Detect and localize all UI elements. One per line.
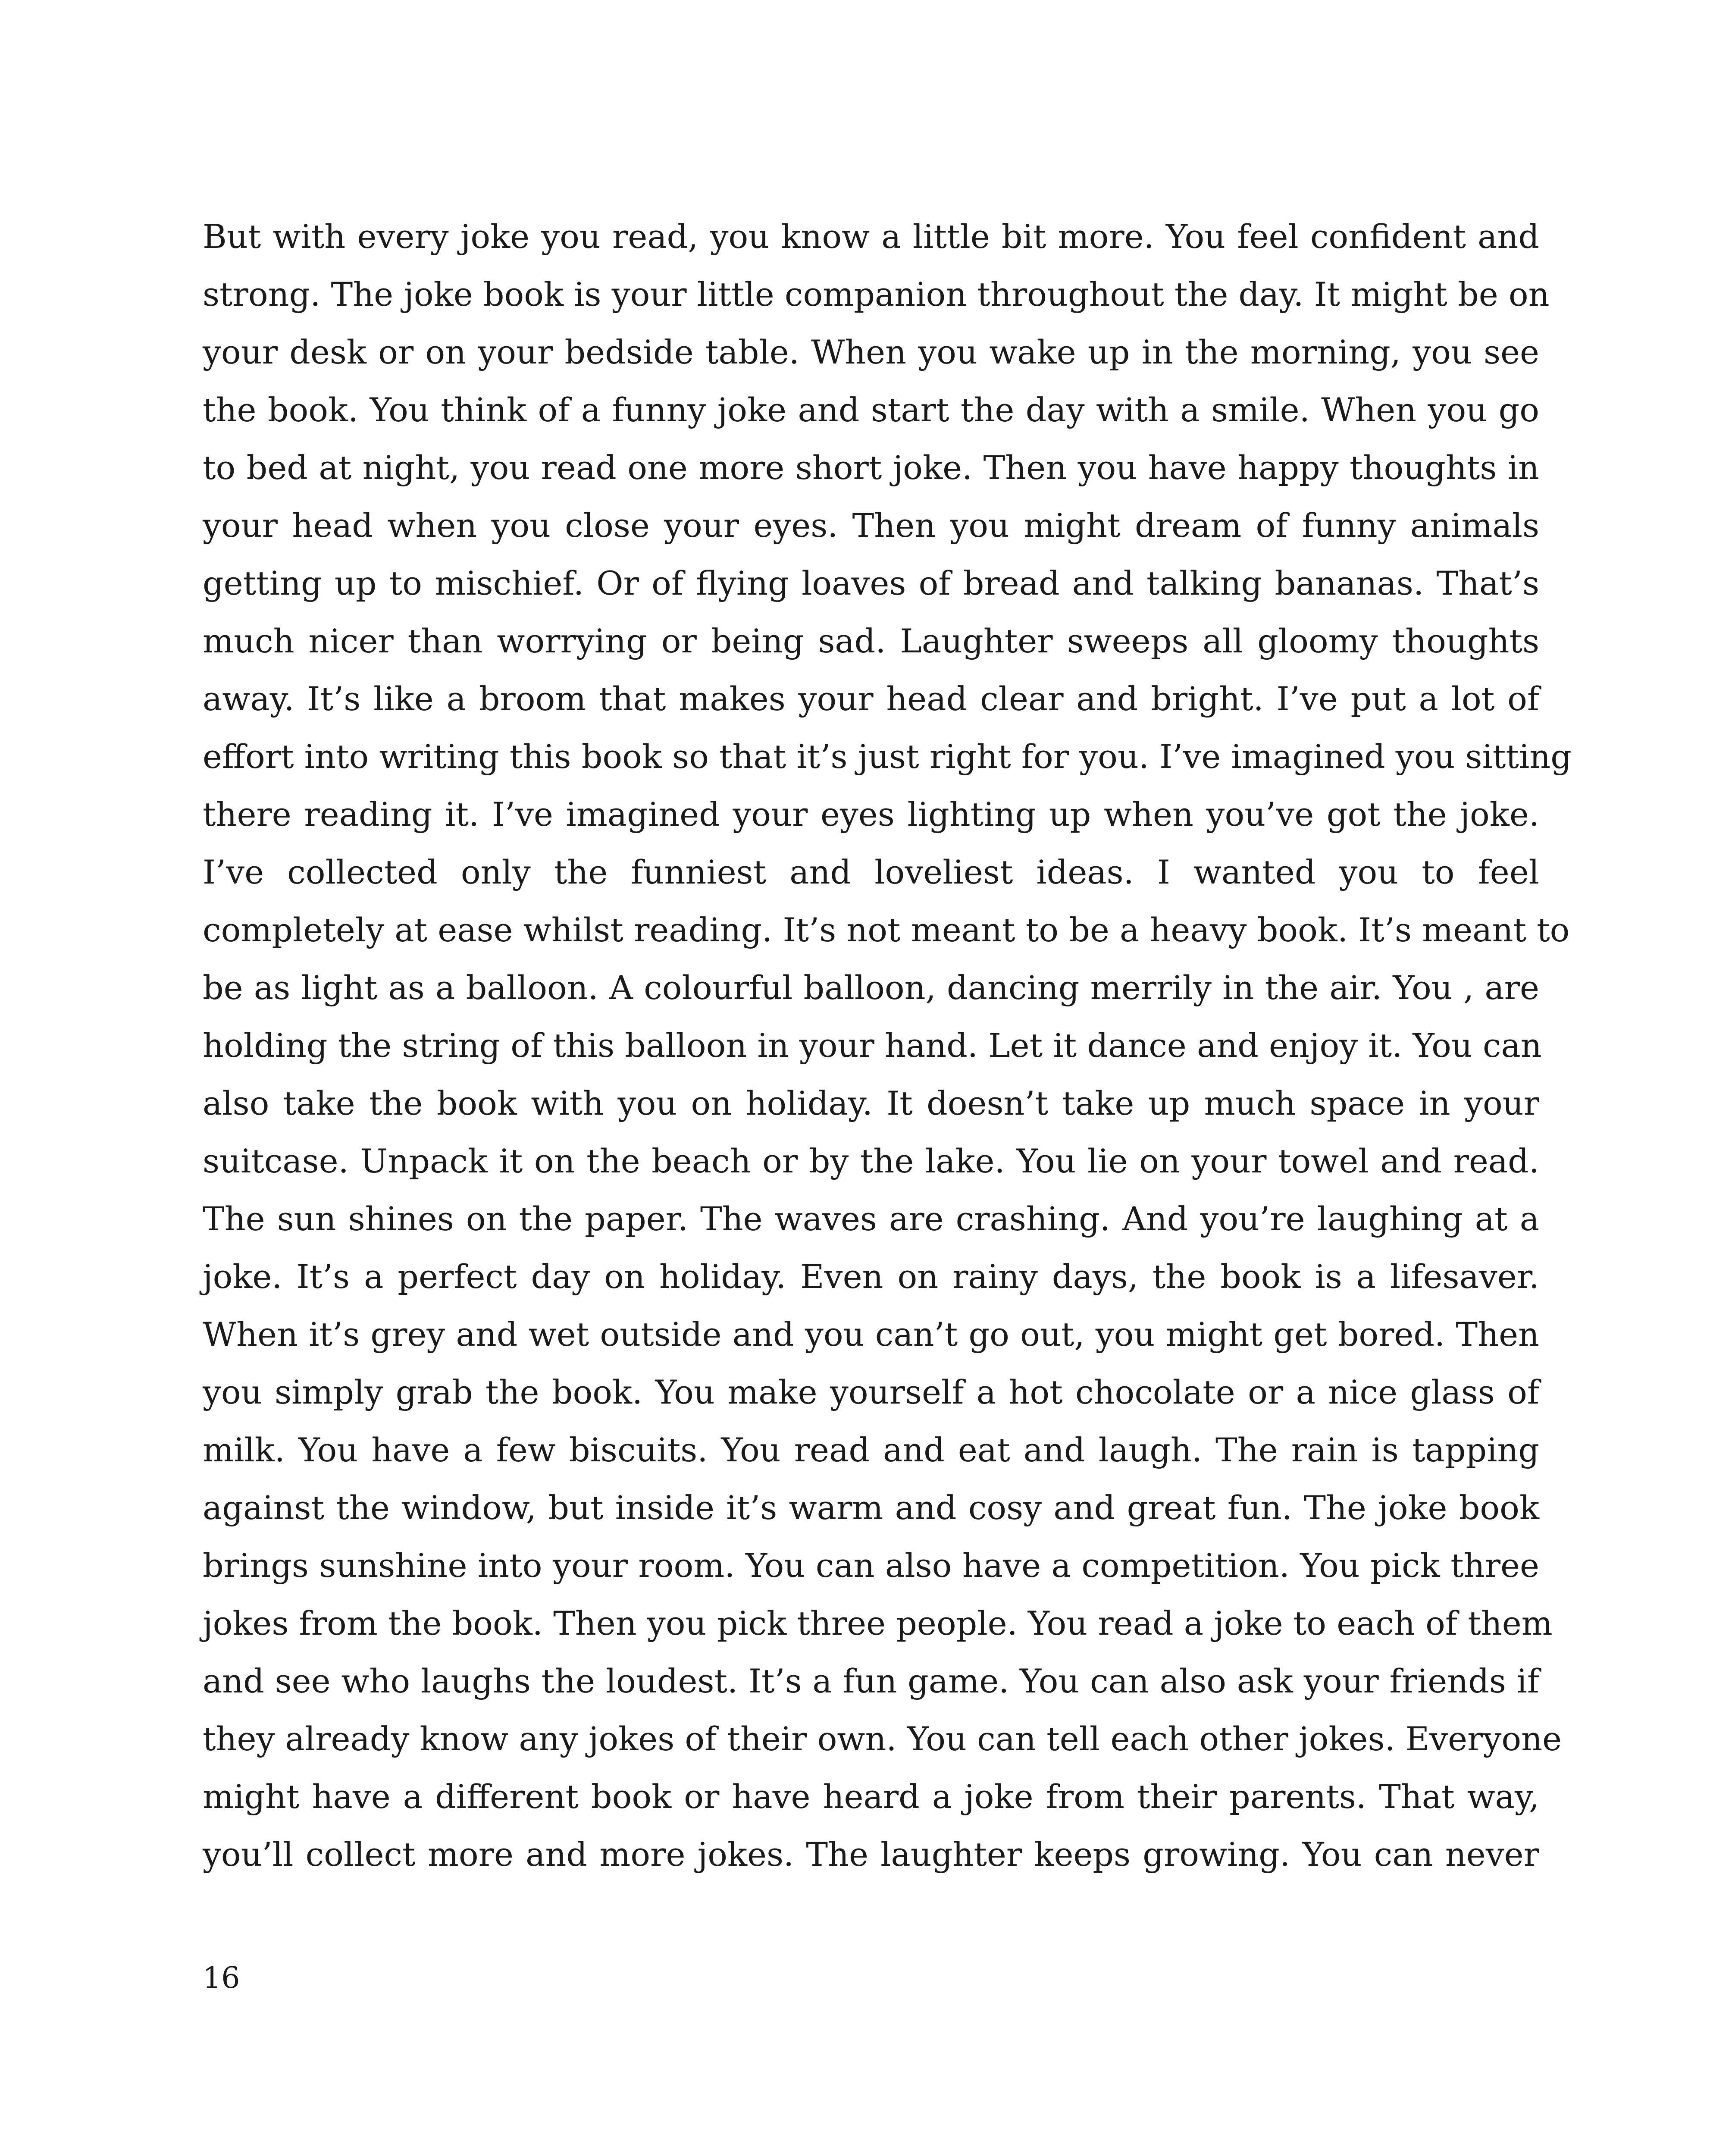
text-line: suitcase. Unpack it on the beach or by the lake. You lie on your towel and read. bbox=[203, 1142, 1539, 1180]
text-line: also take the book with you on holiday. It doesn’t take up much space in your bbox=[203, 1084, 1539, 1122]
text-line: be as light as a balloon. A colourful balloon, dancing merrily in the air. You , are bbox=[203, 968, 1539, 1007]
text-line: much nicer than worrying or being sad. Laughter sweeps all gloomy thoughts bbox=[203, 622, 1539, 660]
text-line: to bed at night, you read one more short joke. Then you have happy thoughts in bbox=[203, 448, 1539, 487]
text-line: you’ll collect more and more jokes. The laughter keeps growing. You can never bbox=[203, 1835, 1539, 1874]
text-line: the book. You think of a funny joke and start the day with a smile. When you go bbox=[203, 391, 1539, 429]
text-line: your head when you close your eyes. Then you might dream of funny animals bbox=[203, 506, 1539, 545]
text-line: there reading it. I’ve imagined your eyes lighting up when you’ve got the joke. bbox=[203, 795, 1539, 834]
text-line: When it’s grey and wet outside and you can’t go out, you might get bored. Then bbox=[203, 1315, 1539, 1354]
text-line: against the window, but inside it’s warm and cosy and great fun. The joke book bbox=[203, 1489, 1539, 1527]
text-line: I’ve collected only the funniest and loveliest ideas. I wanted you to feel bbox=[203, 853, 1539, 891]
text-line: effort into writing this book so that it’s just right for you. I’ve imagined you sitting bbox=[203, 737, 1572, 776]
text-line: your desk or on your bedside table. When you wake up in the morning, you see bbox=[203, 333, 1539, 371]
text-line: holding the string of this balloon in your hand. Let it dance and enjoy it. You can bbox=[203, 1026, 1542, 1065]
text-line: you simply grab the book. You make yourself a hot chocolate or a nice glass of bbox=[203, 1373, 1539, 1411]
text-line: away. It’s like a broom that makes your head clear and bright. I’ve put a lot of bbox=[203, 680, 1539, 718]
text-line: The sun shines on the paper. The waves are crashing. And you’re laughing at a bbox=[203, 1200, 1539, 1238]
text-line: completely at ease whilst reading. It’s not meant to be a heavy book. It’s meant to bbox=[203, 911, 1570, 949]
text-line: brings sunshine into your room. You can also have a competition. You pick three bbox=[203, 1546, 1539, 1585]
text-line: milk. You have a few biscuits. You read and eat and laugh. The rain is tapping bbox=[203, 1431, 1539, 1469]
text-line: But with every joke you read, you know a little bit more. You feel confident and bbox=[203, 217, 1539, 256]
text-line: might have a different book or have heard a joke from their parents. That way, bbox=[203, 1777, 1539, 1816]
text-line: and see who laughs the loudest. It’s a fun game. You can also ask your friends if bbox=[203, 1662, 1539, 1700]
text-line: getting up to mischief. Or of flying loaves of bread and talking bananas. That’s bbox=[203, 564, 1539, 602]
text-line: they already know any jokes of their own. You can tell each other jokes. Everyone bbox=[203, 1720, 1562, 1758]
text-line: jokes from the book. Then you pick three people. You read a joke to each of them bbox=[203, 1604, 1553, 1642]
text-line: strong. The joke book is your little companion throughout the day. It might be on bbox=[203, 275, 1550, 313]
body-paragraph bbox=[203, 208, 1572, 1883]
page-number: 16 bbox=[203, 1961, 240, 1995]
text-line: joke. It’s a perfect day on holiday. Even on rainy days, the book is a lifesaver. bbox=[203, 1257, 1539, 1296]
